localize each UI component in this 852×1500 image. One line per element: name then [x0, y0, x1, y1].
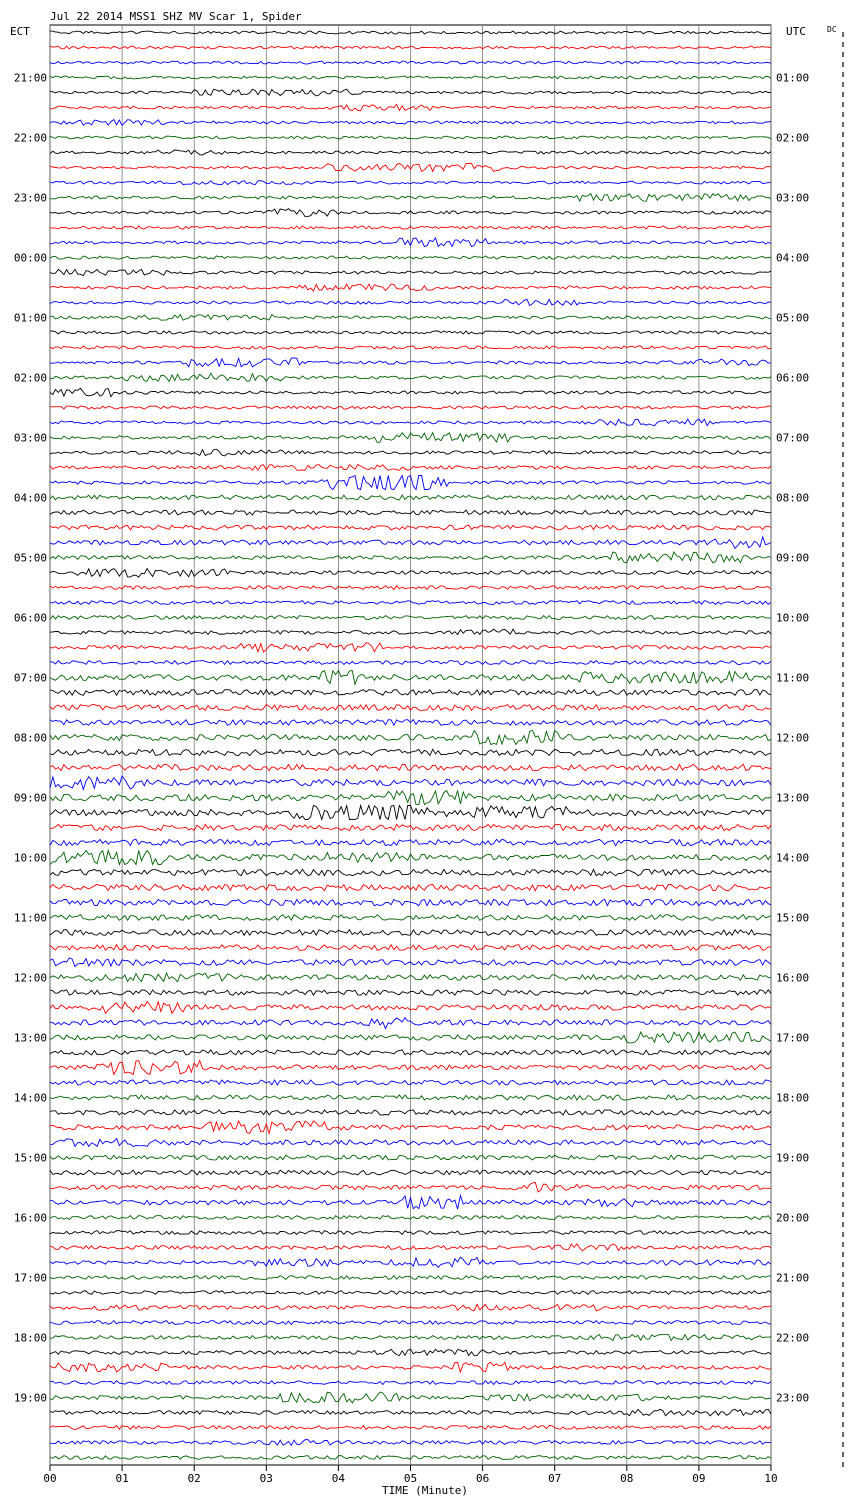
x-tick-label: 09 [692, 1472, 706, 1485]
left-hour-label: 22:00 [13, 131, 47, 145]
left-hour-label: 18:00 [13, 1331, 47, 1345]
right-hour-label: 08:00 [776, 491, 810, 505]
right-hour-label: 10:00 [776, 611, 810, 625]
left-hour-labels [14, 72, 47, 1405]
left-hour-label: 19:00 [13, 1391, 47, 1405]
left-hour-label: 09:00 [13, 791, 47, 805]
x-tick-label: 10 [764, 1472, 778, 1485]
x-axis-label: TIME (Minute) [381, 1484, 469, 1497]
x-tick-label: 07 [548, 1472, 562, 1485]
right-hour-label: 15:00 [776, 911, 810, 925]
right-hour-label: 05:00 [776, 311, 810, 325]
left-hour-label: 02:00 [13, 371, 47, 385]
left-hour-label: 06:00 [13, 611, 47, 625]
left-hour-label: 08:00 [13, 731, 47, 745]
left-hour-label: 16:00 [13, 1211, 47, 1225]
left-hour-label: 01:00 [13, 311, 47, 325]
left-hour-label: 07:00 [13, 671, 47, 685]
left-hour-label: 03:00 [13, 431, 47, 445]
left-timezone-label: ECT [10, 25, 30, 38]
right-hour-label: 18:00 [776, 1091, 810, 1105]
right-hour-label: 04:00 [776, 251, 810, 265]
right-hour-label: 21:00 [776, 1271, 810, 1285]
left-hour-label: 12:00 [13, 971, 47, 985]
x-tick-label: 05 [403, 1472, 418, 1485]
left-hour-label: 11:00 [13, 911, 47, 925]
left-hour-label: 21:00 [13, 71, 47, 85]
dc-label: DC [827, 25, 837, 34]
right-hour-label: 19:00 [776, 1151, 810, 1165]
right-hour-label: 01:00 [776, 71, 810, 85]
x-tick-label: 04 [331, 1472, 346, 1485]
right-hour-label: 13:00 [776, 791, 810, 805]
left-hour-label: 04:00 [13, 491, 47, 505]
right-hour-label: 12:00 [776, 731, 810, 745]
right-hour-label: 07:00 [776, 431, 810, 445]
right-hour-label: 22:00 [776, 1331, 810, 1345]
right-hour-labels [776, 72, 809, 1405]
right-hour-label: 03:00 [776, 191, 810, 205]
right-hour-label: 02:00 [776, 131, 810, 145]
right-hour-label: 11:00 [776, 671, 810, 685]
left-hour-label: 14:00 [13, 1091, 47, 1105]
left-hour-label: 13:00 [13, 1031, 47, 1045]
chart-title: Jul 22 2014 MSS1 SHZ MV Scar 1, Spider [50, 10, 302, 23]
x-tick-label: 03 [259, 1472, 273, 1485]
right-hour-label: 09:00 [776, 551, 810, 565]
right-hour-label: 17:00 [776, 1031, 810, 1045]
left-hour-label: 05:00 [13, 551, 47, 565]
left-hour-label: 23:00 [13, 191, 47, 205]
right-hour-label: 20:00 [776, 1211, 810, 1225]
x-tick-label: 01 [115, 1472, 129, 1485]
right-hour-label: 14:00 [776, 851, 810, 865]
left-hour-label: 00:00 [13, 251, 47, 265]
left-hour-label: 17:00 [13, 1271, 47, 1285]
right-hour-label: 23:00 [776, 1391, 810, 1405]
right-hour-label: 16:00 [776, 971, 810, 985]
x-tick-label: 02 [187, 1472, 201, 1485]
x-tick-label: 06 [475, 1472, 490, 1485]
right-hour-label: 06:00 [776, 371, 810, 385]
right-timezone-label: UTC [786, 25, 806, 38]
left-hour-label: 15:00 [13, 1151, 47, 1165]
x-tick-label: 08 [620, 1472, 634, 1485]
x-tick-label: 00 [43, 1472, 57, 1485]
left-hour-label: 10:00 [13, 851, 47, 865]
